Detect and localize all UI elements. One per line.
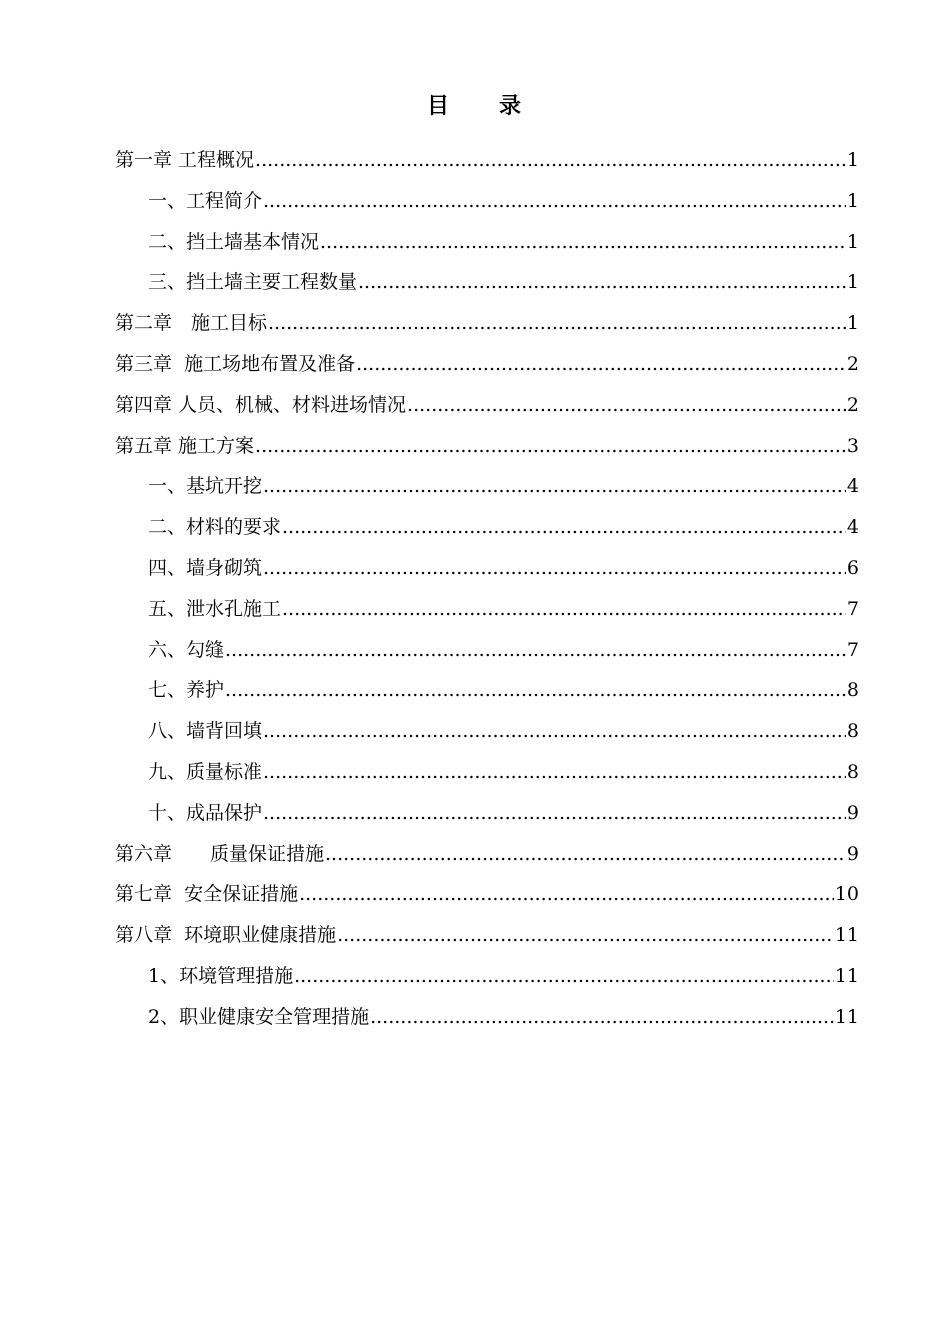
toc-leader-dots: [263, 711, 846, 752]
toc-entry[interactable]: [115, 915, 859, 956]
toc-entry-page: 1: [846, 271, 859, 294]
toc-list: [115, 140, 859, 1038]
toc-leader-dots: [337, 915, 834, 956]
toc-entry[interactable]: [115, 793, 859, 834]
toc-leader-dots: [225, 670, 846, 711]
toc-entry-label: 九、质量标准: [148, 760, 263, 783]
toc-entry-label: 二、挡土墙基本情况: [148, 230, 320, 253]
toc-entry[interactable]: [115, 181, 859, 222]
toc-entry-page: 2: [846, 393, 859, 416]
toc-entry[interactable]: [115, 670, 859, 711]
toc-entry-page: 7: [846, 597, 859, 620]
toc-leader-dots: [263, 466, 846, 507]
toc-entry[interactable]: [115, 303, 859, 344]
toc-entry[interactable]: [115, 222, 859, 263]
toc-entry-page: 8: [846, 760, 859, 783]
toc-entry-label: 一、基坑开挖: [148, 475, 263, 498]
toc-entry-page: 1: [846, 230, 859, 253]
toc-entry[interactable]: [115, 874, 859, 915]
toc-entry-page: 11: [834, 964, 859, 987]
toc-leader-dots: [282, 507, 846, 548]
toc-leader-dots: [255, 426, 846, 467]
toc-entry-label: 三、挡土墙主要工程数量: [148, 271, 358, 294]
toc-leader-dots: [358, 262, 846, 303]
toc-entry-page: 3: [846, 434, 859, 457]
toc-entry-page: 9: [846, 801, 859, 824]
toc-entry-label: 第一章 工程概况: [115, 149, 255, 171]
toc-entry[interactable]: [115, 711, 859, 752]
toc-entry-page: 8: [846, 679, 859, 702]
toc-leader-dots: [407, 385, 846, 426]
toc-entry[interactable]: [115, 140, 859, 181]
toc-entry[interactable]: [115, 426, 859, 467]
toc-leader-dots: [263, 793, 846, 834]
toc-entry-page: 6: [846, 556, 859, 579]
toc-entry-page: 8: [846, 720, 859, 743]
toc-entry[interactable]: [115, 507, 859, 548]
toc-entry-page: 11: [834, 924, 859, 947]
toc-leader-dots: [263, 752, 846, 793]
toc-entry-label: 一、工程简介: [148, 189, 263, 212]
toc-entry-label: 第三章 施工场地布置及准备: [115, 352, 356, 375]
toc-entry-page: 10: [834, 883, 859, 906]
toc-entry[interactable]: [115, 997, 859, 1038]
toc-entry-label: 第四章 人员、机械、材料进场情况: [115, 393, 407, 416]
toc-entry-label: 第二章 施工目标: [115, 312, 268, 335]
toc-entry[interactable]: [115, 466, 859, 507]
toc-entry-label: 五、泄水孔施工: [148, 597, 282, 620]
toc-entry-label: 十、成品保护: [148, 801, 263, 824]
toc-title: 目 录: [426, 93, 523, 119]
toc-entry-label: 第七章 安全保证措施: [115, 883, 299, 906]
toc-leader-dots: [282, 589, 846, 630]
toc-entry[interactable]: [115, 548, 859, 589]
toc-leader-dots: [299, 874, 834, 915]
toc-entry-page: 11: [834, 1005, 859, 1028]
toc-leader-dots: [320, 222, 846, 263]
toc-entry[interactable]: [115, 589, 859, 630]
toc-entry-label: 六、勾缝: [148, 638, 225, 661]
toc-leader-dots: [325, 834, 846, 875]
toc-entry[interactable]: [115, 956, 859, 997]
toc-entry-label: 二、材料的要求: [148, 516, 282, 539]
toc-leader-dots: [263, 548, 846, 589]
toc-entry-page: 7: [846, 638, 859, 661]
toc-entry[interactable]: [115, 344, 859, 385]
toc-entry[interactable]: [115, 630, 859, 671]
toc-entry-label: 第六章 质量保证措施: [115, 842, 325, 865]
toc-leader-dots: [255, 140, 846, 181]
toc-leader-dots: [370, 997, 834, 1038]
toc-leader-dots: [356, 344, 846, 385]
toc-entry-page: 1: [846, 189, 859, 212]
toc-leader-dots: [294, 956, 834, 997]
toc-entry-label: 八、墙背回填: [148, 720, 263, 743]
toc-entry[interactable]: [115, 834, 859, 875]
toc-entry-page: 1: [846, 149, 859, 171]
toc-entry-label: 第八章 环境职业健康措施: [115, 924, 337, 947]
toc-entry-label: 2、职业健康安全管理措施: [148, 1005, 370, 1028]
toc-leader-dots: [225, 630, 846, 671]
toc-entry-page: 1: [846, 312, 859, 335]
toc-leader-dots: [268, 303, 846, 344]
toc-entry-page: 2: [846, 352, 859, 375]
toc-entry-page: 4: [846, 516, 859, 539]
toc-entry-page: 9: [846, 842, 859, 865]
toc-leader-dots: [263, 181, 846, 222]
toc-entry-label: 第五章 施工方案: [115, 434, 255, 457]
toc-entry-page: 4: [846, 475, 859, 498]
toc-entry[interactable]: [115, 262, 859, 303]
toc-entry-label: 1、环境管理措施: [148, 964, 294, 987]
toc-entry[interactable]: [115, 385, 859, 426]
toc-entry-label: 四、墙身砌筑: [148, 556, 263, 579]
toc-entry[interactable]: [115, 752, 859, 793]
toc-entry-label: 七、养护: [148, 679, 225, 702]
